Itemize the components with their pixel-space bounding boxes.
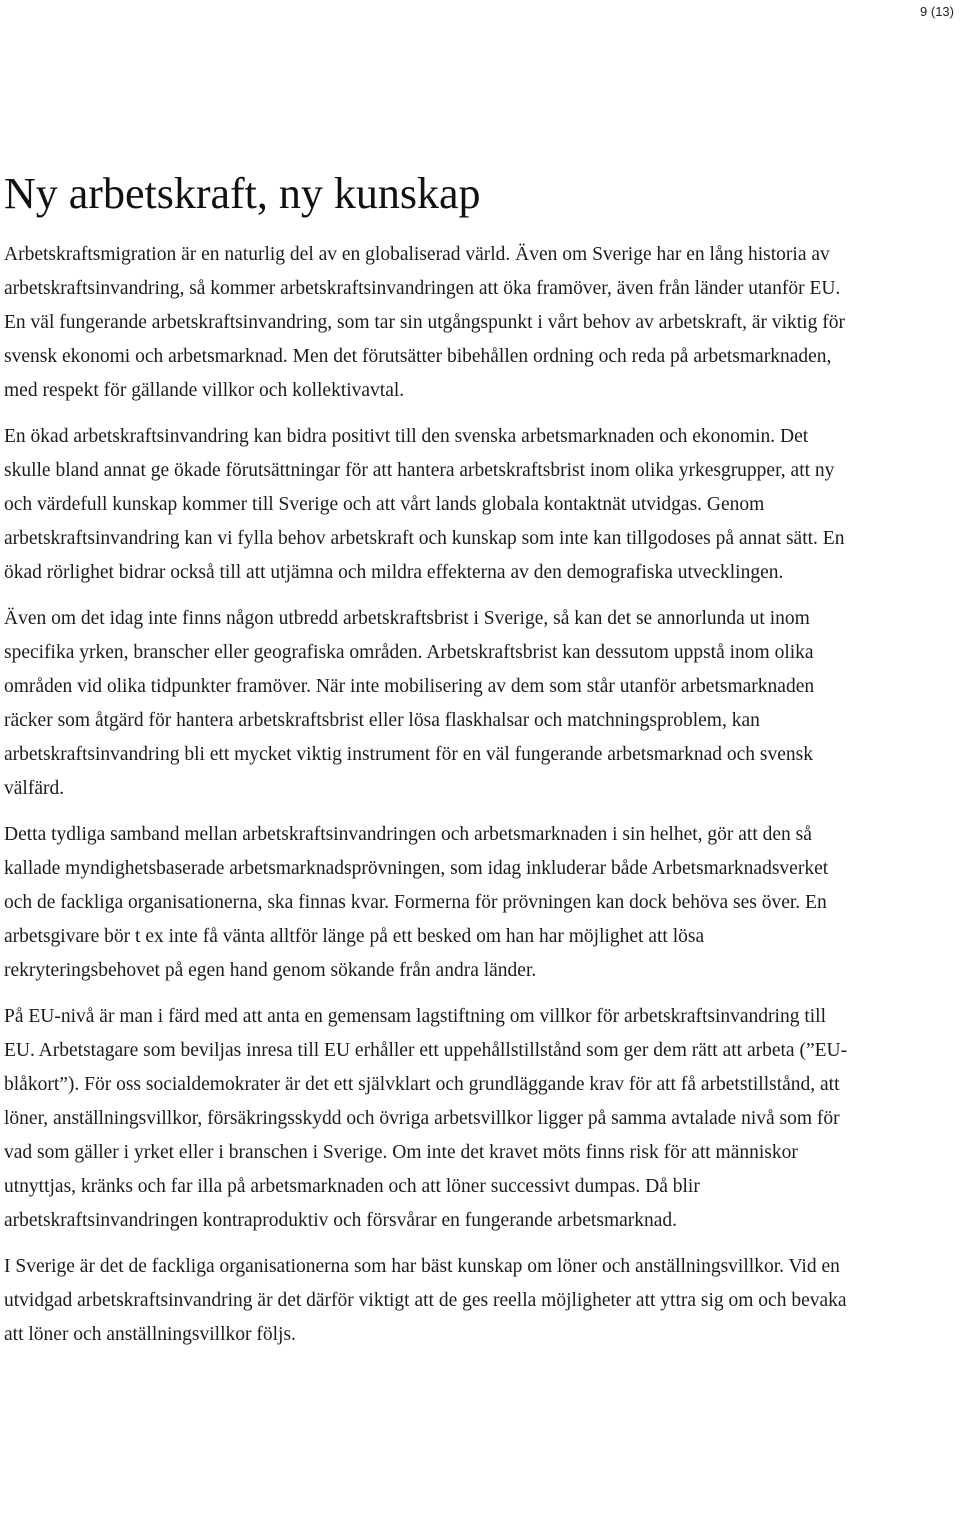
- paragraph-1: Arbetskraftsmigration är en naturlig del av en globaliserad värld. Även om Sverige har en lång historia av arbetskraftsinvandring, så kommer arbetskraftsinvandringen att öka framöver, även från länder utanför EU. En väl fungerande arbetskraftsinvandring, som tar sin utgångspunkt i vårt behov av arbetskraft, är viktig för svensk ekonomi och arbetsmarknad. Men det förutsätter bibehållen ordning och reda på arbetsmarknaden, med respekt för gällande villkor och kollektivavtal.: [4, 244, 845, 401]
- paragraph-5: På EU-nivå är man i färd med att anta en gemensam lagstiftning om villkor för arbetskraftsinvandring till EU. Arbetstagare som beviljas inresa till EU erhåller ett uppehållstillstånd som ger dem rätt att arbeta (”EU-blåkort”). För oss socialdemokrater är det ett självklart och grundläggande krav för att få arbetstillstånd, att löner, anställningsvillkor, försäkringsskydd och övriga arbetsvillkor ligger på samma avtalade nivå som för vad som gäller i yrket eller i branschen i Sverige. Om inte det kravet möts finns risk för att människor utnyttjas, kränks och far illa på arbetsmarknaden och att löner successivt dumpas. Då blir arbetskraftsinvandringen kontraproduktiv och försvårar en fungerande arbetsmarknad.: [4, 1006, 848, 1231]
- document-body: [4, 164, 850, 1364]
- paragraph-6: I Sverige är det de fackliga organisationerna som har bäst kunskap om löner och anställningsvillkor. Vid en utvidgad arbetskraftsinvandring är det därför viktigt att de ges reella möjligheter att yttra sig om och bevaka att löner och anställningsvillkor följs.: [4, 1256, 847, 1345]
- document-title: Ny arbetskraft, ny kunskap: [4, 169, 481, 218]
- paragraph-2: En ökad arbetskraftsinvandring kan bidra positivt till den svenska arbetsmarknaden och ekonomin. Det skulle bland annat ge ökade förutsättningar för att hantera arbetskraftsbrist inom olika yrkesgrupper, att ny och värdefull kunskap kommer till Sverige och att vårt lands globala kontaktnät utvidgas. Genom arbetskraftsinvandring kan vi fylla behov arbetskraft och kunskap som inte kan tillgodoses på annat sätt. En ökad rörlighet bidrar också till att utjämna och mildra effekterna av den demografiska utvecklingen.: [4, 426, 845, 583]
- page-number: 9 (13): [920, 4, 954, 19]
- paragraph-4: Detta tydliga samband mellan arbetskraftsinvandringen och arbetsmarknaden i sin helhet, gör att den så kallade myndighetsbaserade arbetsmarknadsprövningen, som idag inkluderar både Arbetsmarknadsverket och de fackliga organisationerna, ska finnas kvar. Formerna för prövningen kan dock behöva ses över. En arbetsgivare bör t ex inte få vänta alltför länge på ett besked om han har möjlighet att lösa rekryteringsbehovet på egen hand genom sökande från andra länder.: [4, 824, 829, 981]
- paragraph-3: Även om det idag inte finns någon utbredd arbetskraftsbrist i Sverige, så kan det se annorlunda ut inom specifika yrken, branscher eller geografiska områden. Arbetskraftsbrist kan dessutom uppstå inom olika områden vid olika tidpunkter framöver. När inte mobilisering av dem som står utanför arbetsmarknaden räcker som åtgärd för hantera arbetskraftsbrist eller lösa flaskhalsar och matchningsproblem, kan arbetskraftsinvandring bli ett mycket viktig instrument för en väl fungerande arbetsmarknad och svensk välfärd.: [4, 608, 815, 799]
